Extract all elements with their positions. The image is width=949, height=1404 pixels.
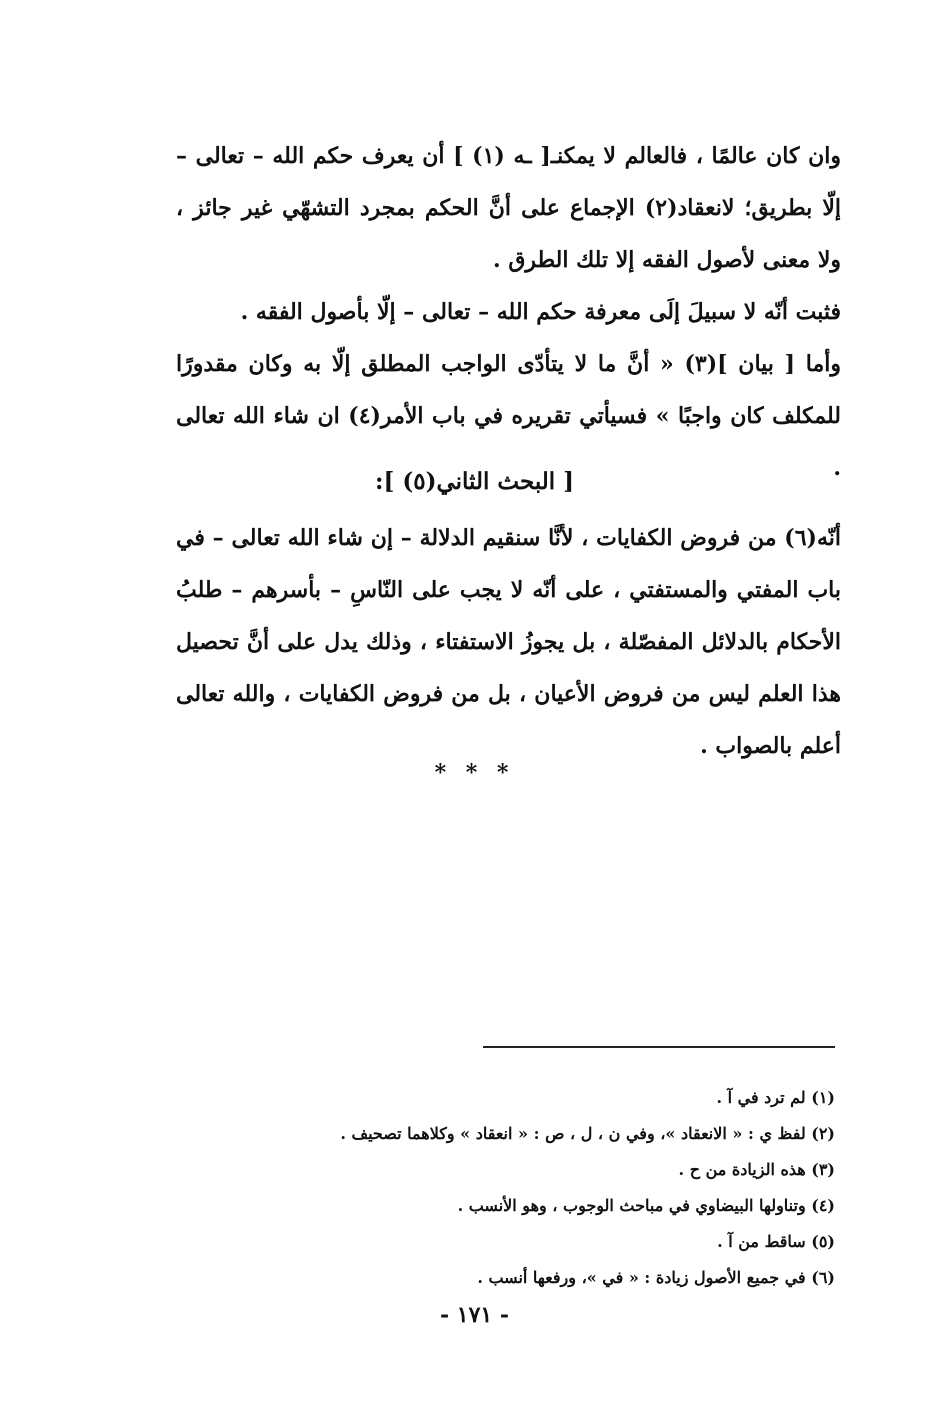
page-number: - ١٧١ - (439, 1302, 510, 1328)
paragraph-intro-2: فثبت أنّه لا سبيلَ إلَى معرفة حكم الله – تعالى – إلّا بأصول الفقه . (240, 299, 841, 325)
footnote-3: (٣) هذه الزيادة من ح . (678, 1160, 835, 1179)
section-body (176, 512, 841, 772)
footnote-4: (٤) وتناولها البيضاوي في مباحث الوجوب ، وهو الأنسب . (457, 1196, 835, 1215)
footnote-2: (٢) لفظ ي : « الانعقاد »، وفي ن ، ل ، ص : « انعقاد » وكلاهما تصحيف . (340, 1124, 835, 1143)
footnote-6: (٦) في جميع الأصول زيادة : « في »، ورفعها أنسب . (477, 1268, 835, 1287)
paragraph-section: أنّه(٦) من فروض الكفايات ، لأنَّا سنقيم الدلالة – إن شاء الله تعالى – في باب المفتي والمستفتي ، على أنّه لا يجب على النّاسِ – بأسرهم – طلبُ الأحكام بالدلائل المفصّلة ، بل يجوزُ الاستفتاء ، وذلك يدل على أنَّ تحصيل هذا العلم ليس من فروض الأعيان ، بل من فروض الكفايات ، والله تعالى أعلم بالصواب . (176, 525, 841, 759)
footnotes (195, 1080, 835, 1296)
asterism-separator: * * * (434, 760, 515, 786)
section-heading: [ البحث الثاني(٥) ]: (374, 468, 575, 495)
paragraph-intro-1: وان كان عالمًا ، فالعالم لا يمكنـ[ ـه (١) ] أن يعرف حكم الله – تعالى – إلّا بطريق؛ لانعقاد(٢) الإجماع على أنَّ الحكم بمجرد التشهّي غير جائز ، ولا معنى لأصول الفقه إلا تلك الطرق . (176, 143, 841, 273)
footnote-1: (١) لم ترد في آ . (716, 1088, 835, 1107)
paragraph-intro-3: وأما [ بيان ](٣) « أنَّ ما لا يتأدّى الواجب المطلق إلّا به وكان مقدورًا للمكلف كان واجبًا » فسيأتي تقريره في باب الأمر(٤) ان شاء الله تعالى . (176, 351, 841, 481)
footnote-5: (٥) ساقط من آ . (717, 1232, 835, 1251)
footnote-divider (483, 1046, 835, 1048)
intro-text (176, 130, 841, 494)
